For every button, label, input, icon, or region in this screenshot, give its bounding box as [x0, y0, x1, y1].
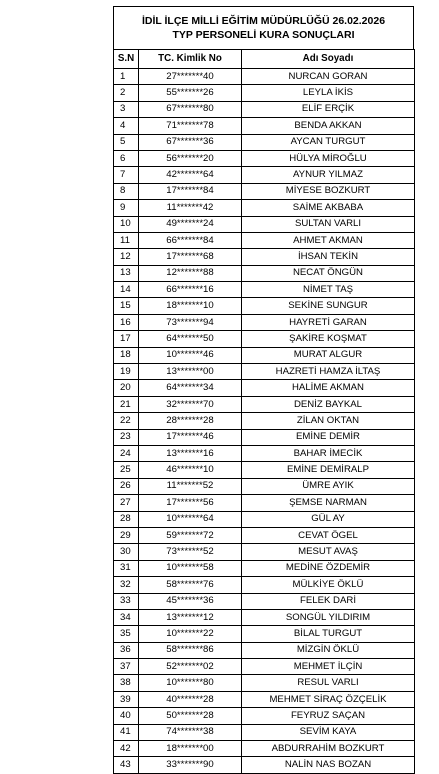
row-tc-cell: 11*******52: [139, 478, 242, 494]
row-name-cell: SEKİNE SUNGUR: [242, 298, 415, 314]
row-tc-cell: 55*******26: [139, 85, 242, 101]
row-name-cell: SONGÜL YILDIRIM: [242, 609, 415, 625]
row-sn-cell: 5: [114, 134, 139, 150]
table-row: [114, 757, 415, 773]
row-name-cell: NECAT ÖNGÜN: [242, 265, 415, 281]
row-sn-cell: 21: [114, 396, 139, 412]
table-row: [114, 429, 415, 445]
row-sn-cell: 20: [114, 380, 139, 396]
table-row: [114, 396, 415, 412]
table-row: [114, 298, 415, 314]
table-row: [114, 741, 415, 757]
table-row: [114, 724, 415, 740]
row-tc-cell: 11*******42: [139, 200, 242, 216]
table-row: [114, 314, 415, 330]
table-row: [114, 675, 415, 691]
row-tc-cell: 13*******16: [139, 445, 242, 461]
row-sn-cell: 30: [114, 544, 139, 560]
row-sn-cell: 12: [114, 249, 139, 265]
row-tc-cell: 58*******86: [139, 642, 242, 658]
row-name-cell: MEDİNE ÖZDEMİR: [242, 560, 415, 576]
table-row: [114, 593, 415, 609]
row-tc-cell: 58*******76: [139, 577, 242, 593]
row-tc-cell: 32*******70: [139, 396, 242, 412]
row-tc-cell: 66*******16: [139, 282, 242, 298]
row-tc-cell: 67*******80: [139, 101, 242, 117]
row-name-cell: HAYRETİ GARAN: [242, 314, 415, 330]
table-row: [114, 495, 415, 511]
header-title: İDİL İLÇE MİLLİ EĞİTİM MÜDÜRLÜĞÜ 26.02.2026: [141, 15, 386, 27]
row-name-cell: AHMET AKMAN: [242, 232, 415, 248]
row-tc-cell: 64*******34: [139, 380, 242, 396]
row-sn-cell: 41: [114, 724, 139, 740]
row-name-cell: BİLAL TURGUT: [242, 626, 415, 642]
row-name-cell: MİYESE BOZKURT: [242, 183, 415, 199]
row-name-cell: BAHAR İMECİK: [242, 445, 415, 461]
row-tc-cell: 50*******28: [139, 708, 242, 724]
table-row: [114, 478, 415, 494]
row-sn-cell: 32: [114, 577, 139, 593]
row-sn-cell: 15: [114, 298, 139, 314]
row-tc-cell: 10*******46: [139, 347, 242, 363]
table-row: [114, 708, 415, 724]
row-tc-cell: 10*******22: [139, 626, 242, 642]
row-name-cell: ABDURRAHİM BOZKURT: [242, 741, 415, 757]
row-tc-cell: 56*******20: [139, 150, 242, 166]
table-row: [114, 134, 415, 150]
row-tc-cell: 49*******24: [139, 216, 242, 232]
row-name-cell: MEHMET SİRAÇ ÖZÇELİK: [242, 691, 415, 707]
row-name-cell: FELEK DARİ: [242, 593, 415, 609]
row-sn-cell: 23: [114, 429, 139, 445]
row-tc-cell: 73*******52: [139, 544, 242, 560]
row-tc-cell: 71*******78: [139, 118, 242, 134]
table-row: [114, 101, 415, 117]
table-row: [114, 691, 415, 707]
table-row: [114, 527, 415, 543]
row-tc-cell: 33*******90: [139, 757, 242, 773]
row-sn-cell: 10: [114, 216, 139, 232]
row-sn-cell: 1: [114, 69, 139, 85]
table-row: [114, 577, 415, 593]
row-tc-cell: 10*******80: [139, 675, 242, 691]
row-tc-cell: 17*******56: [139, 495, 242, 511]
row-tc-cell: 10*******58: [139, 560, 242, 576]
row-name-cell: HAZRETİ HAMZA İLTAŞ: [242, 364, 415, 380]
table-row: [114, 609, 415, 625]
row-sn-cell: 35: [114, 626, 139, 642]
row-sn-cell: 42: [114, 741, 139, 757]
row-name-cell: SULTAN VARLI: [242, 216, 415, 232]
row-name-cell: NALİN NAS BOZAN: [242, 757, 415, 773]
row-name-cell: GÜL AY: [242, 511, 415, 527]
row-sn-cell: 31: [114, 560, 139, 576]
row-sn-cell: 40: [114, 708, 139, 724]
row-sn-cell: 13: [114, 265, 139, 281]
row-tc-cell: 73*******94: [139, 314, 242, 330]
row-name-cell: ŞAKİRE KOŞMAT: [242, 331, 415, 347]
row-sn-cell: 18: [114, 347, 139, 363]
row-sn-cell: 34: [114, 609, 139, 625]
row-sn-cell: 14: [114, 282, 139, 298]
header-subtitle: TYP PERSONELİ KURA SONUÇLARI: [172, 29, 355, 41]
row-name-cell: MİZGİN ÖKLÜ: [242, 642, 415, 658]
table-row: [114, 85, 415, 101]
row-sn-cell: 3: [114, 101, 139, 117]
table-row: [114, 544, 415, 560]
row-tc-cell: 46*******10: [139, 462, 242, 478]
row-tc-cell: 40*******28: [139, 691, 242, 707]
row-tc-cell: 66*******84: [139, 232, 242, 248]
row-sn-cell: 29: [114, 527, 139, 543]
row-name-cell: FEYRUZ SAÇAN: [242, 708, 415, 724]
row-sn-cell: 28: [114, 511, 139, 527]
results-sheet: [113, 6, 414, 774]
table-row: [114, 659, 415, 675]
row-sn-cell: 4: [114, 118, 139, 134]
row-name-cell: SAİME AKBABA: [242, 200, 415, 216]
row-sn-cell: 33: [114, 593, 139, 609]
row-name-cell: İHSAN TEKİN: [242, 249, 415, 265]
row-name-cell: ZİLAN OKTAN: [242, 413, 415, 429]
row-tc-cell: 18*******00: [139, 741, 242, 757]
table-row: [114, 331, 415, 347]
row-tc-cell: 28*******28: [139, 413, 242, 429]
table-row: [114, 364, 415, 380]
row-name-cell: AYCAN TURGUT: [242, 134, 415, 150]
row-sn-cell: 8: [114, 183, 139, 199]
row-tc-cell: 64*******50: [139, 331, 242, 347]
row-sn-cell: 2: [114, 85, 139, 101]
row-name-cell: DENİZ BAYKAL: [242, 396, 415, 412]
row-tc-cell: 17*******46: [139, 429, 242, 445]
row-tc-cell: 59*******72: [139, 527, 242, 543]
column-header-sn: S.N: [114, 50, 139, 69]
row-tc-cell: 12*******88: [139, 265, 242, 281]
row-name-cell: BENDA AKKAN: [242, 118, 415, 134]
table-row: [114, 232, 415, 248]
row-tc-cell: 67*******36: [139, 134, 242, 150]
table-row: [114, 642, 415, 658]
row-name-cell: ŞEMSE NARMAN: [242, 495, 415, 511]
row-tc-cell: 27*******40: [139, 69, 242, 85]
row-name-cell: NURCAN GORAN: [242, 69, 415, 85]
row-sn-cell: 17: [114, 331, 139, 347]
row-name-cell: EMİNE DEMİRALP: [242, 462, 415, 478]
row-sn-cell: 9: [114, 200, 139, 216]
document-header: [113, 6, 414, 49]
table-row: [114, 626, 415, 642]
table-row: [114, 216, 415, 232]
row-tc-cell: 13*******00: [139, 364, 242, 380]
table-row: [114, 150, 415, 166]
row-sn-cell: 6: [114, 150, 139, 166]
row-tc-cell: 18*******10: [139, 298, 242, 314]
table-row: [114, 249, 415, 265]
table-row: [114, 462, 415, 478]
row-name-cell: MESUT AVAŞ: [242, 544, 415, 560]
row-name-cell: HÜLYA MİROĞLU: [242, 150, 415, 166]
table-row: [114, 69, 415, 85]
row-sn-cell: 25: [114, 462, 139, 478]
row-name-cell: HALİME AKMAN: [242, 380, 415, 396]
table-row: [114, 183, 415, 199]
row-name-cell: CEVAT ÖGEL: [242, 527, 415, 543]
row-name-cell: LEYLA İKİS: [242, 85, 415, 101]
table-row: [114, 347, 415, 363]
row-sn-cell: 11: [114, 232, 139, 248]
row-sn-cell: 36: [114, 642, 139, 658]
table-row: [114, 380, 415, 396]
row-name-cell: AYNUR YILMAZ: [242, 167, 415, 183]
table-body: [114, 69, 415, 774]
table-row: [114, 445, 415, 461]
row-sn-cell: 24: [114, 445, 139, 461]
row-name-cell: MÜLKİYE ÖKLÜ: [242, 577, 415, 593]
row-tc-cell: 42*******64: [139, 167, 242, 183]
row-name-cell: ELİF ERÇİK: [242, 101, 415, 117]
row-tc-cell: 52*******02: [139, 659, 242, 675]
table-row: [114, 200, 415, 216]
row-name-cell: MURAT ALGUR: [242, 347, 415, 363]
results-table: [113, 49, 415, 774]
column-header-tc: TC. Kimlik No: [139, 50, 242, 69]
table-row: [114, 560, 415, 576]
row-sn-cell: 43: [114, 757, 139, 773]
row-tc-cell: 74*******38: [139, 724, 242, 740]
table-row: [114, 118, 415, 134]
row-name-cell: NİMET TAŞ: [242, 282, 415, 298]
table-row: [114, 265, 415, 281]
row-tc-cell: 10*******64: [139, 511, 242, 527]
row-name-cell: EMİNE DEMİR: [242, 429, 415, 445]
row-sn-cell: 16: [114, 314, 139, 330]
table-header-row: [114, 50, 415, 69]
row-name-cell: ÜMRE AYIK: [242, 478, 415, 494]
table-row: [114, 413, 415, 429]
row-sn-cell: 22: [114, 413, 139, 429]
row-name-cell: SEVİM KAYA: [242, 724, 415, 740]
row-tc-cell: 13*******12: [139, 609, 242, 625]
row-tc-cell: 45*******36: [139, 593, 242, 609]
row-sn-cell: 38: [114, 675, 139, 691]
column-header-name: Adı Soyadı: [242, 50, 415, 69]
row-sn-cell: 27: [114, 495, 139, 511]
row-sn-cell: 19: [114, 364, 139, 380]
table-row: [114, 167, 415, 183]
row-name-cell: RESUL VARLI: [242, 675, 415, 691]
row-sn-cell: 39: [114, 691, 139, 707]
row-tc-cell: 17*******68: [139, 249, 242, 265]
table-row: [114, 511, 415, 527]
row-sn-cell: 26: [114, 478, 139, 494]
table-row: [114, 282, 415, 298]
row-name-cell: MEHMET İLÇİN: [242, 659, 415, 675]
row-sn-cell: 37: [114, 659, 139, 675]
row-tc-cell: 17*******84: [139, 183, 242, 199]
row-sn-cell: 7: [114, 167, 139, 183]
